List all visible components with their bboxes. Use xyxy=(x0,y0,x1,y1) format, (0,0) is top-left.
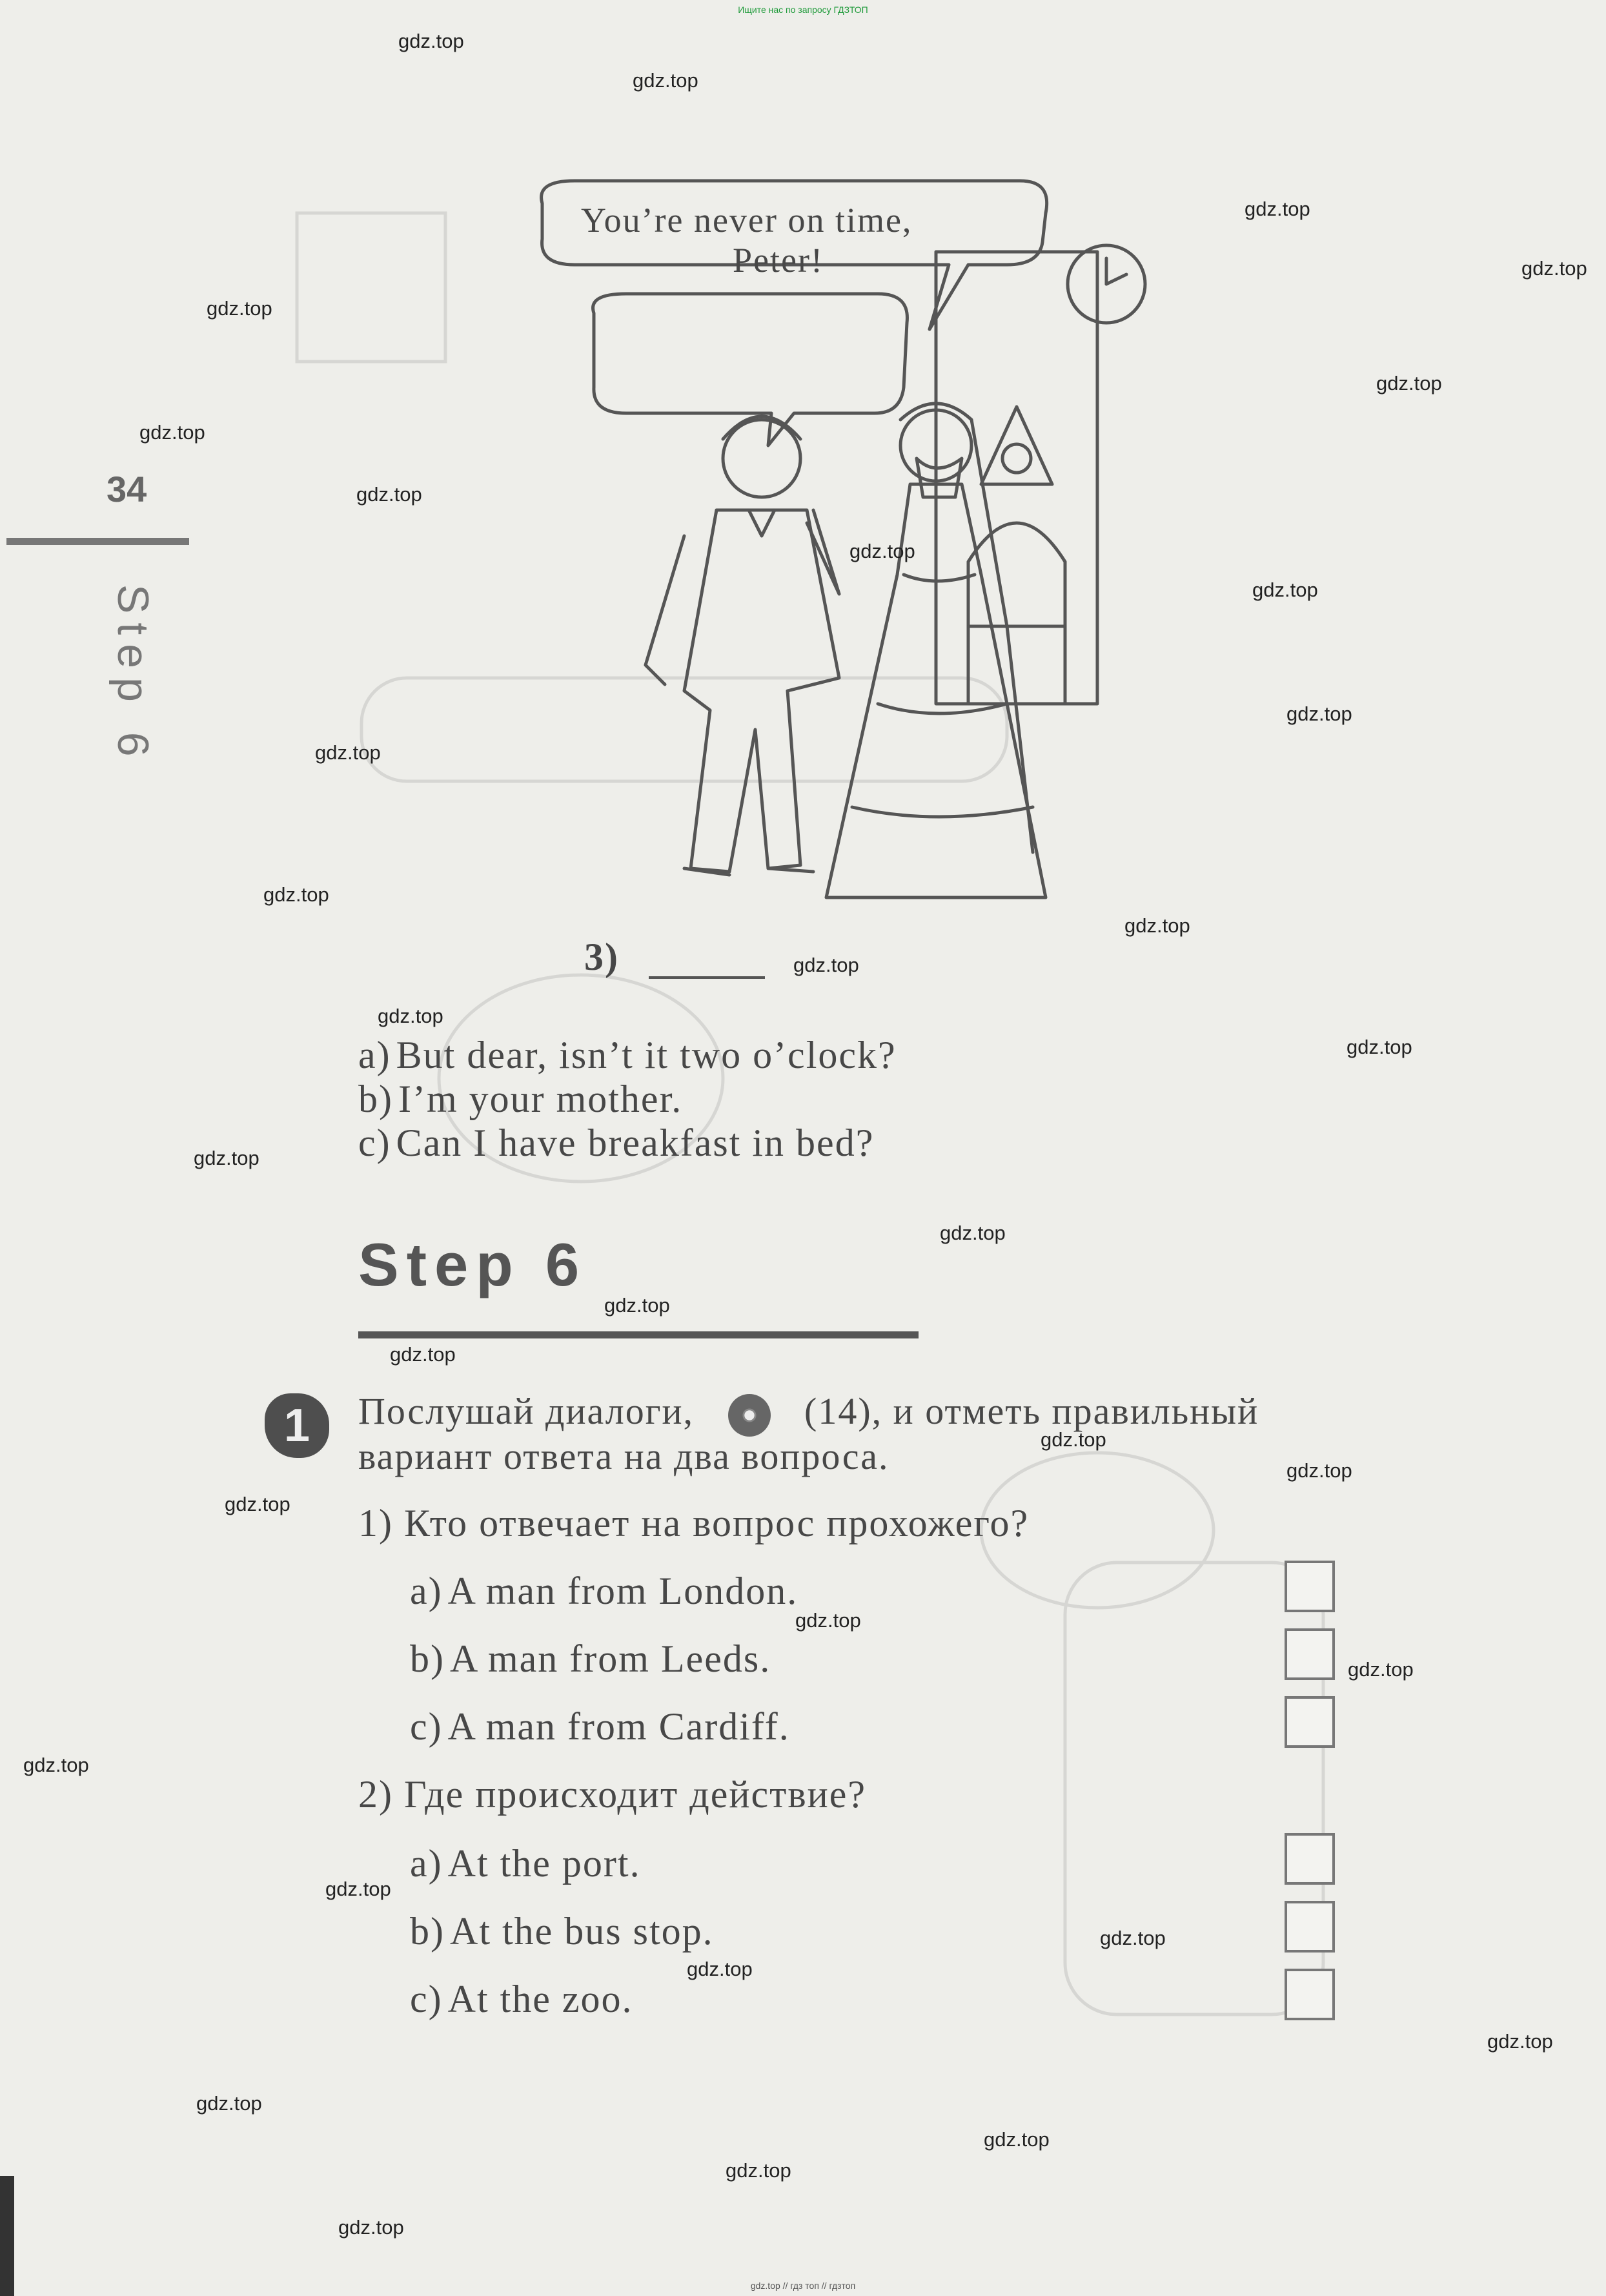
task-number-badge: 1 xyxy=(265,1393,329,1458)
watermark: gdz.top xyxy=(23,1754,89,1776)
answer-letter: b) xyxy=(410,1637,445,1680)
watermark: gdz.top xyxy=(196,2092,262,2115)
question-1-answer-c xyxy=(410,1705,790,1749)
question-2-answer-b xyxy=(410,1909,714,1954)
item-number-3: 3) xyxy=(584,936,619,978)
watermark: gdz.top xyxy=(139,421,205,444)
question-2-answer-c xyxy=(410,1977,633,2022)
watermark: gdz.top xyxy=(1100,1927,1166,1949)
task-instruction-line1 xyxy=(358,1389,1259,1437)
option-text: But dear, isn’t it two o’clock? xyxy=(396,1034,897,1076)
step-title: Step 6 xyxy=(358,1231,587,1298)
question-1-label: 1) Кто отвечает на вопрос прохожего? xyxy=(358,1502,1030,1544)
speech-bubble-text-line2: Peter! xyxy=(733,241,824,280)
answer-blank-3[interactable] xyxy=(649,976,765,979)
watermark: gdz.top xyxy=(795,1609,861,1632)
watermark: gdz.top xyxy=(940,1222,1006,1244)
watermark: gdz.top xyxy=(604,1294,670,1317)
previous-option-c xyxy=(358,1121,874,1165)
watermark: gdz.top xyxy=(1252,579,1318,601)
watermark: gdz.top xyxy=(315,741,381,764)
previous-option-b xyxy=(358,1077,682,1122)
option-letter: b) xyxy=(358,1078,393,1120)
answer-letter: c) xyxy=(410,1705,443,1748)
watermark: gdz.top xyxy=(225,1493,290,1515)
watermark: gdz.top xyxy=(1347,1036,1412,1058)
watermark: gdz.top xyxy=(1124,914,1190,937)
question-2-label: 2) Где происходит действие? xyxy=(358,1773,867,1816)
question-2-answer-a xyxy=(410,1841,641,1886)
question-1-answer-b xyxy=(410,1637,771,1681)
groom-head xyxy=(723,420,800,497)
answer-text: At the zoo. xyxy=(447,1978,633,2020)
watermark: gdz.top xyxy=(984,2128,1050,2151)
answer-letter: a) xyxy=(410,1570,443,1612)
watermark: gdz.top xyxy=(849,540,915,562)
groom-suit xyxy=(684,510,839,872)
watermark: gdz.top xyxy=(207,297,272,320)
church-door xyxy=(968,523,1065,704)
watermark: gdz.top xyxy=(378,1005,443,1027)
question-1-checkbox-c[interactable] xyxy=(1285,1696,1335,1748)
question-2-checkbox-c[interactable] xyxy=(1285,1969,1335,2020)
question-1-checkbox-a[interactable] xyxy=(1285,1561,1335,1612)
speech-bubble-text-line1: You’re never on time, xyxy=(581,201,913,240)
previous-option-a xyxy=(358,1033,897,1078)
watermark: gdz.top xyxy=(325,1878,391,1900)
answer-text: A man from Cardiff. xyxy=(447,1705,790,1748)
bottom-banner: gdz.top // гдз топ // гдзтоп xyxy=(750,2281,856,2291)
option-letter: a) xyxy=(358,1034,391,1076)
watermark: gdz.top xyxy=(633,69,698,92)
page-edge-shadow xyxy=(0,2176,14,2296)
answer-letter: a) xyxy=(410,1842,443,1885)
answer-text: A man from London. xyxy=(447,1570,798,1612)
watermark: gdz.top xyxy=(1041,1428,1106,1451)
answer-letter: b) xyxy=(410,1910,445,1953)
task-instruction-line2: вариант ответа на два вопроса. xyxy=(358,1435,889,1477)
sidebar-divider xyxy=(6,538,189,545)
watermark: gdz.top xyxy=(390,1343,456,1366)
instruction-text: Послушай диалоги, xyxy=(358,1390,695,1432)
answer-text: A man from Leeds. xyxy=(449,1637,771,1680)
step-title-underline xyxy=(358,1331,919,1338)
option-text: I’m your mother. xyxy=(398,1078,683,1120)
question-2-checkbox-a[interactable] xyxy=(1285,1833,1335,1885)
watermark: gdz.top xyxy=(356,483,422,506)
option-letter: c) xyxy=(358,1122,391,1164)
watermark: gdz.top xyxy=(793,954,859,976)
instruction-text: (14), и отметь правильный xyxy=(804,1390,1259,1432)
question-2-checkbox-b[interactable] xyxy=(1285,1901,1335,1953)
watermark: gdz.top xyxy=(1521,257,1587,280)
answer-text: At the port. xyxy=(447,1842,641,1885)
answer-letter: c) xyxy=(410,1978,443,2020)
question-1-answer-a xyxy=(410,1569,798,1614)
watermark: gdz.top xyxy=(338,2216,404,2239)
option-text: Can I have breakfast in bed? xyxy=(396,1122,875,1164)
page-number: 34 xyxy=(107,469,147,509)
watermark: gdz.top xyxy=(1376,372,1442,395)
watermark: gdz.top xyxy=(1245,198,1310,220)
watermark: gdz.top xyxy=(1286,1459,1352,1482)
watermark: gdz.top xyxy=(194,1147,259,1169)
top-banner: Ищите нас по запросу ГДЗТОП xyxy=(738,5,868,15)
question-1-checkbox-b[interactable] xyxy=(1285,1628,1335,1680)
watermark: gdz.top xyxy=(263,883,329,906)
watermark: gdz.top xyxy=(1348,1658,1414,1681)
answer-text: At the bus stop. xyxy=(449,1910,714,1953)
watermark: gdz.top xyxy=(398,30,464,52)
sidebar-step-label: Step 6 xyxy=(108,584,158,766)
watermark: gdz.top xyxy=(687,1958,753,1980)
audio-cd-icon xyxy=(728,1394,771,1437)
watermark: gdz.top xyxy=(1286,702,1352,725)
watermark: gdz.top xyxy=(726,2159,791,2182)
watermark: gdz.top xyxy=(1487,2030,1553,2053)
